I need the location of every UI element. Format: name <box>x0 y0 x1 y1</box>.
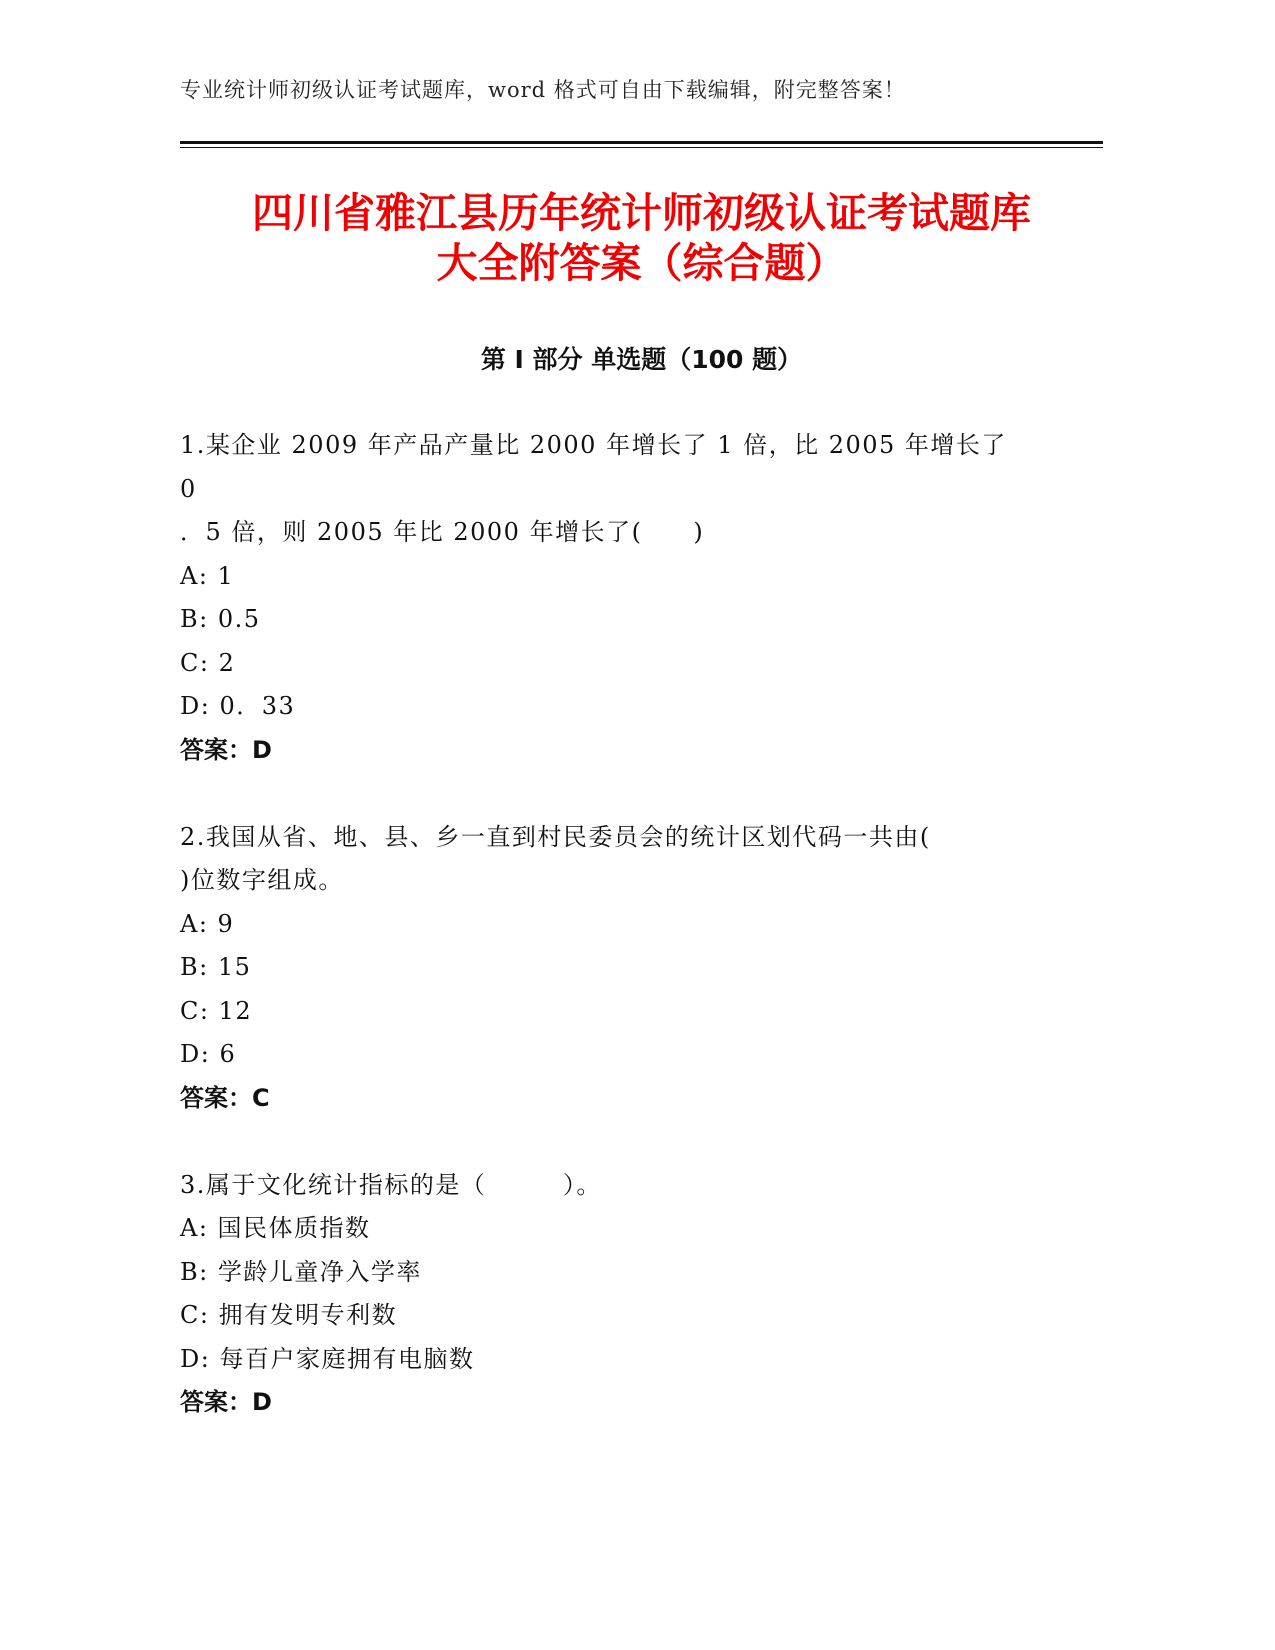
question-stem-continued: ．5 倍，则 2005 年比 2000 年增长了( ) <box>180 518 705 546</box>
option-d: D: 6 <box>180 1040 237 1068</box>
answer: 答案：C <box>180 1083 270 1112</box>
answer: 答案：D <box>180 735 272 764</box>
question-stem: 1.某企业 2009 年产品产量比 2000 年增长了 1 倍，比 2005 年增长了 0 <box>180 431 1007 503</box>
option-a: A: 1 <box>180 561 235 590</box>
document-title <box>180 188 1103 288</box>
header-rule-thin <box>180 147 1103 148</box>
question-stem: 2.我国从省、地、县、乡一直到村民委员会的统计区划代码一共由( <box>180 822 931 851</box>
section-heading: 第 I 部分 单选题（100 题） <box>480 345 803 374</box>
option-d: D: 0．33 <box>180 692 296 720</box>
option-c: C: 2 <box>180 648 236 677</box>
question-1 <box>180 424 1030 772</box>
option-a: A: 9 <box>180 909 235 938</box>
option-b: B: 0.5 <box>180 605 261 633</box>
question-3 <box>180 1164 1030 1425</box>
option-a: A: 国民体质指数 <box>180 1214 371 1242</box>
header-rule-thick <box>180 141 1103 144</box>
question-list <box>180 424 1030 1425</box>
header-note: 专业统计师初级认证考试题库，word 格式可自由下载编辑，附完整答案！ <box>180 78 906 102</box>
title-line-2: 大全附答案（综合题） <box>436 239 847 287</box>
option-b: B: 学龄儿童净入学率 <box>180 1257 422 1286</box>
question-stem: 3.属于文化统计指标的是（ ）。 <box>180 1170 602 1199</box>
question-stem-continued: )位数字组成。 <box>180 866 344 894</box>
title-line-1: 四川省雅江县历年统计师初级认证考试题库 <box>252 189 1031 237</box>
option-c: C: 拥有发明专利数 <box>180 1301 398 1329</box>
question-2 <box>180 816 1030 1121</box>
option-b: B: 15 <box>180 953 252 981</box>
option-c: C: 12 <box>180 996 253 1025</box>
option-d: D: 每百户家庭拥有电脑数 <box>180 1344 475 1373</box>
answer: 答案：D <box>180 1388 272 1416</box>
